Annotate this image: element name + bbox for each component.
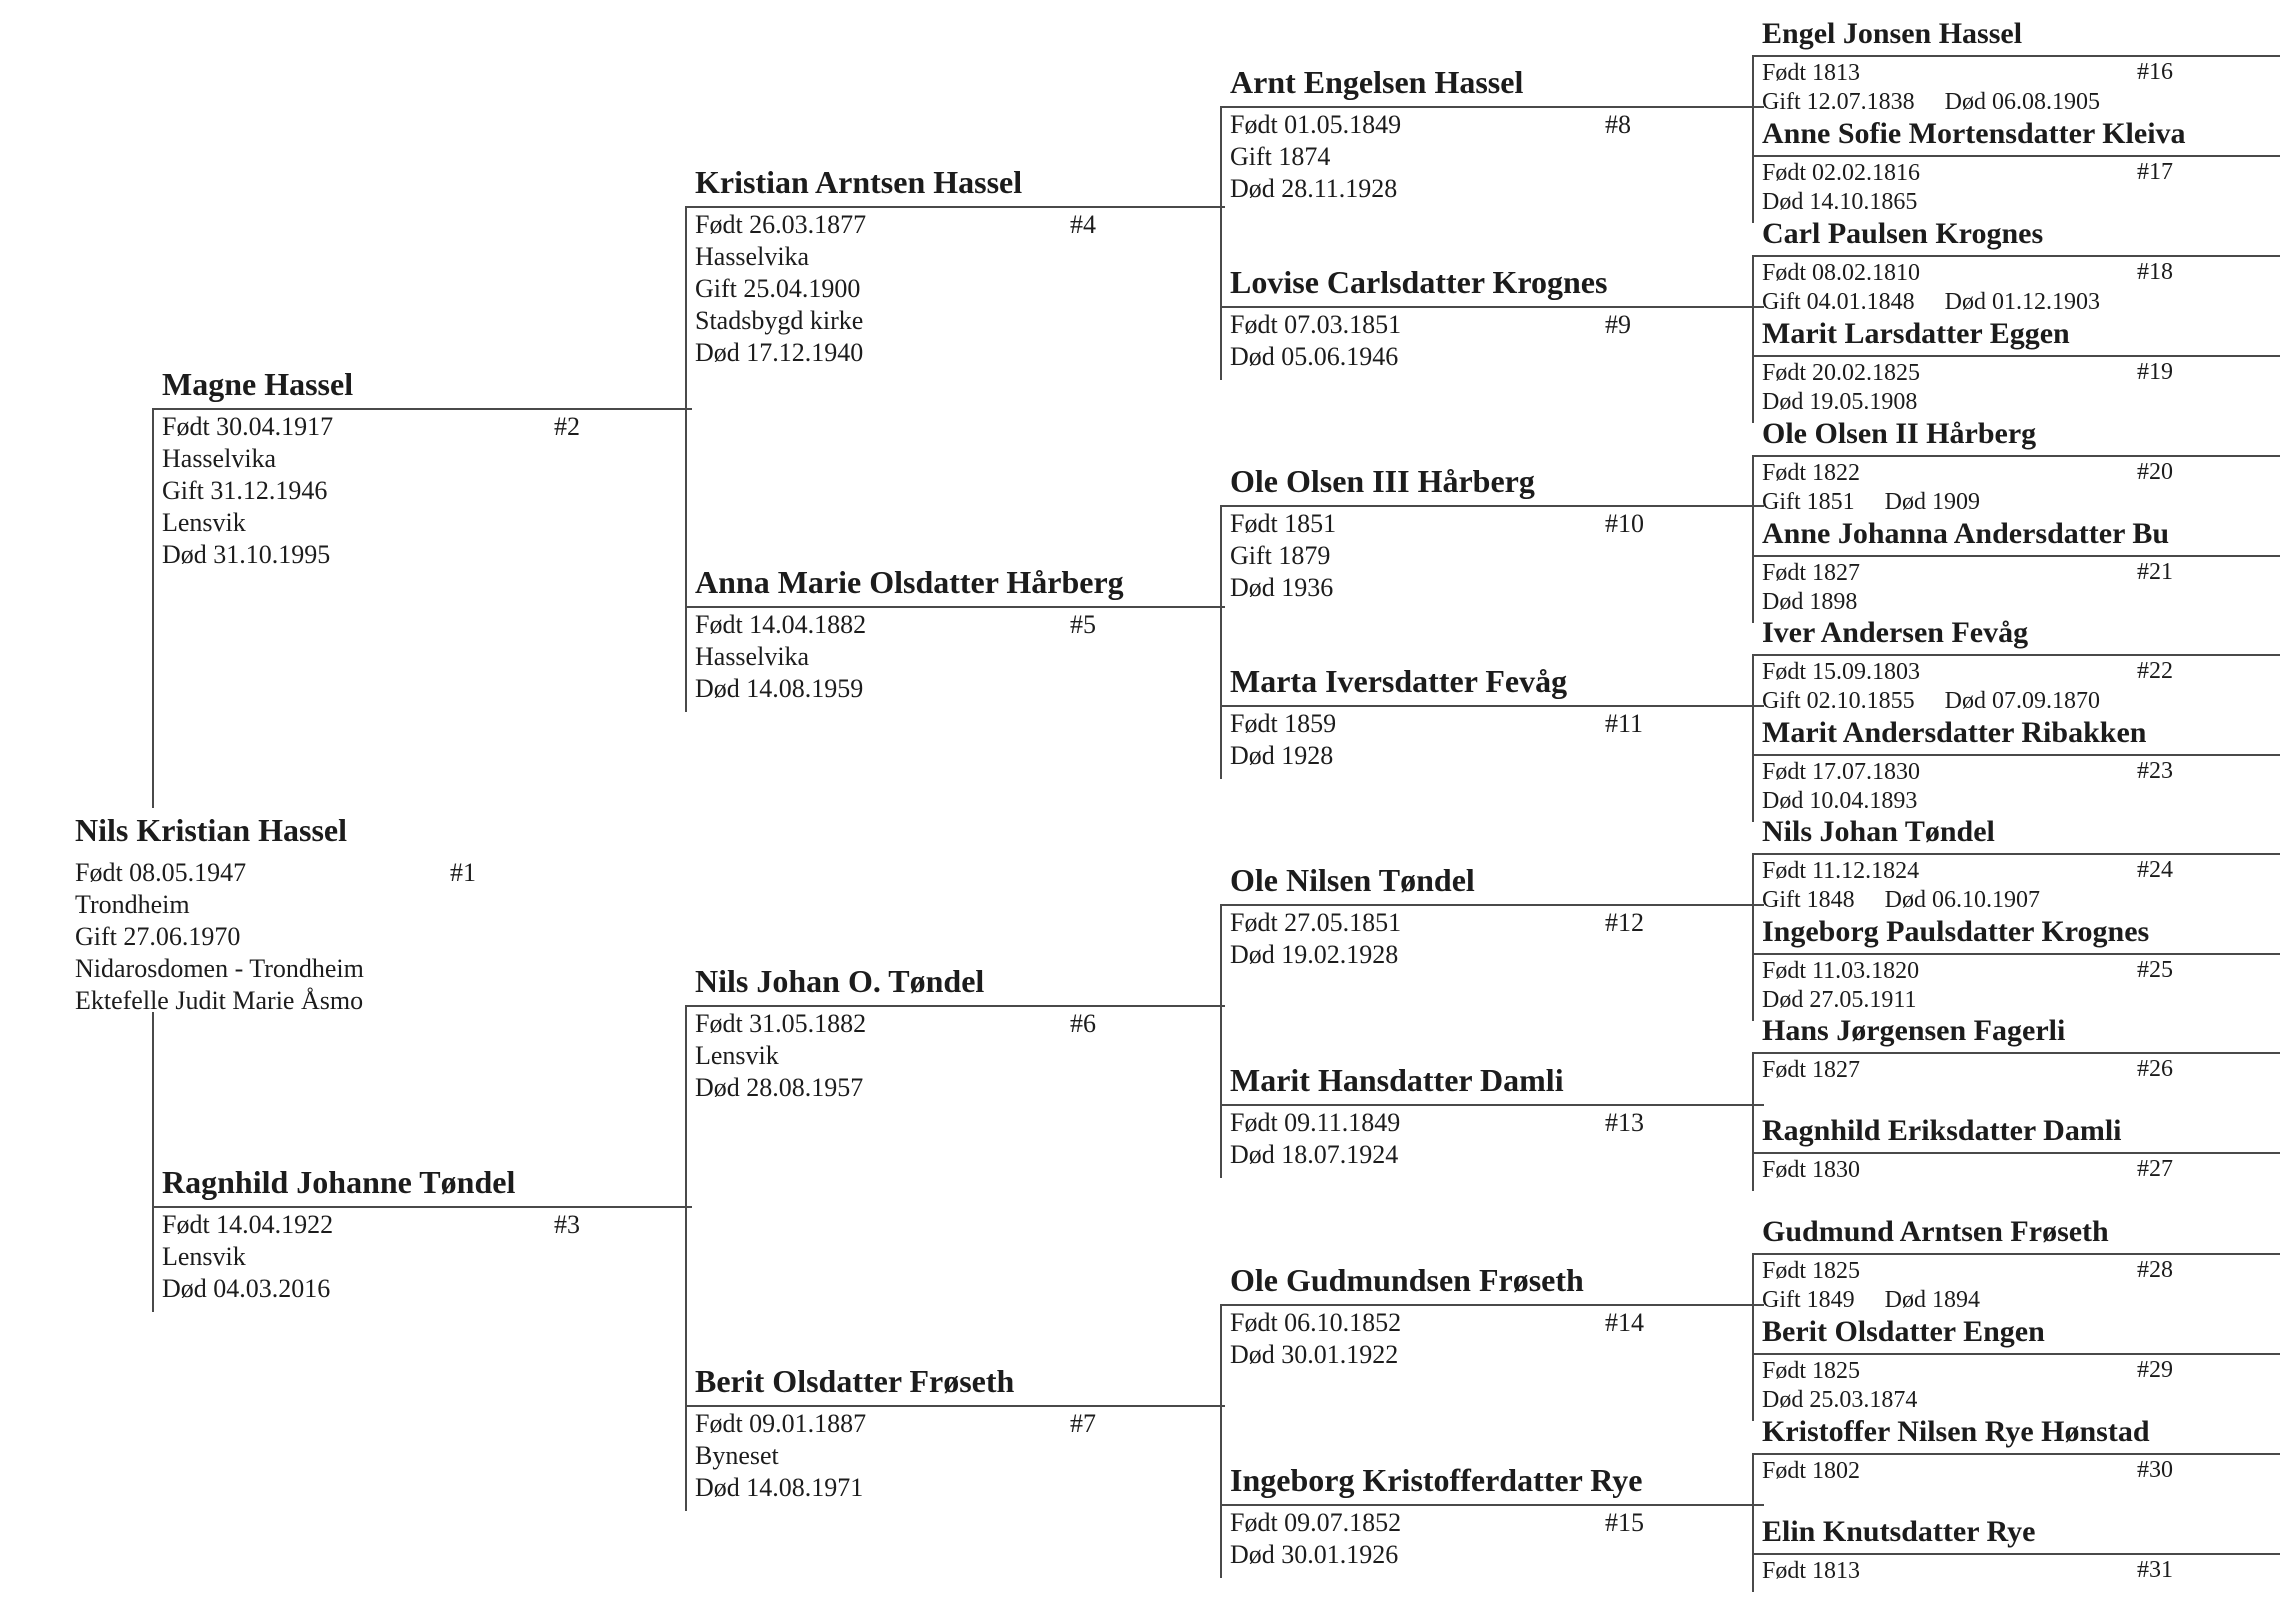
connector-line	[1220, 106, 1222, 306]
detail-line: Hasselvika	[695, 642, 810, 671]
connector-line	[1752, 654, 1754, 754]
connector-line	[152, 1012, 154, 1206]
detail-line: Født 08.02.1810	[1762, 260, 1921, 286]
detail-line: Gift 1874	[1230, 142, 1331, 171]
person-number: #27	[2137, 1156, 2173, 1182]
detail-line: Født 1830	[1762, 1157, 1861, 1183]
detail-line: Født 1827	[1762, 560, 1861, 586]
detail-line: Født 01.05.1849	[1230, 110, 1402, 139]
entry-bracket	[152, 1206, 154, 1312]
person-name: Lovise Carlsdatter Krognes	[1230, 264, 1608, 300]
entry-rule	[1752, 1453, 2280, 1455]
detail-line: Født 31.05.1882	[695, 1009, 867, 1038]
connector-line	[685, 206, 687, 606]
person-number: #5	[1070, 610, 1096, 639]
person-number: #12	[1605, 908, 1644, 937]
entry-bracket	[1220, 1504, 1222, 1578]
person-number: #22	[2137, 658, 2173, 684]
person-number: #23	[2137, 758, 2173, 784]
person-name: Marit Hansdatter Damli	[1230, 1062, 1564, 1098]
detail-line: Født 15.09.1803	[1762, 659, 1921, 685]
detail-line: Født 11.12.1824	[1762, 858, 1920, 884]
detail-line: Stadsbygd kirke	[695, 306, 864, 335]
detail-line: Gift 1879	[1230, 541, 1331, 570]
person-number: #8	[1605, 110, 1631, 139]
person-number: #21	[2137, 559, 2173, 585]
entry-rule	[1220, 1504, 1764, 1506]
detail-line: Født 1822	[1762, 460, 1861, 486]
person-name: Ole Olsen III Hårberg	[1230, 463, 1535, 499]
detail-line: Hasselvika	[695, 242, 810, 271]
detail-line: Død 18.07.1924	[1230, 1140, 1399, 1169]
detail-line: Død 14.10.1865	[1762, 189, 1918, 215]
person-name: Nils Kristian Hassel	[75, 812, 348, 848]
person-name: Ole Nilsen Tøndel	[1230, 862, 1475, 898]
entry-bracket	[685, 606, 687, 712]
entry-rule	[1220, 505, 1764, 507]
detail-line: Født 17.07.1830	[1762, 759, 1921, 785]
detail-line: Hasselvika	[162, 444, 277, 473]
entry-rule	[1752, 155, 2280, 157]
detail-line: Født 06.10.1852	[1230, 1308, 1402, 1337]
detail-line: Gift 1851 Død 1909	[1762, 489, 1980, 515]
detail-line: Død 14.08.1959	[695, 674, 864, 703]
detail-line: Ektefelle Judit Marie Åsmo	[75, 986, 364, 1015]
person-number: #4	[1070, 210, 1096, 239]
person-number: #26	[2137, 1056, 2173, 1082]
detail-line: Trondheim	[75, 890, 190, 919]
person-number: #10	[1605, 509, 1644, 538]
entry-rule	[1220, 1304, 1764, 1306]
entry-rule	[1752, 455, 2280, 457]
person-number: #17	[2137, 159, 2173, 185]
entry-rule	[152, 1206, 692, 1208]
detail-line: Født 26.03.1877	[695, 210, 867, 239]
entry-rule	[685, 606, 1225, 608]
entry-rule	[1752, 1052, 2280, 1054]
detail-line: Født 1825	[1762, 1358, 1861, 1384]
person-number: #18	[2137, 259, 2173, 285]
connector-line	[685, 1005, 687, 1405]
detail-line: Født 09.07.1852	[1230, 1508, 1402, 1537]
person-name: Ragnhild Johanne Tøndel	[162, 1164, 516, 1200]
entry-bracket	[1752, 754, 1754, 822]
entry-rule	[1220, 306, 1764, 308]
detail-line: Født 1859	[1230, 709, 1337, 738]
person-name: Marit Larsdatter Eggen	[1762, 317, 2070, 350]
detail-line: Byneset	[695, 1441, 779, 1470]
person-name: Elin Knutsdatter Rye	[1762, 1515, 2036, 1548]
entry-rule	[1752, 1553, 2280, 1555]
detail-line: Gift 25.04.1900	[695, 274, 861, 303]
connector-line	[152, 408, 154, 808]
detail-line: Gift 1849 Død 1894	[1762, 1287, 1980, 1313]
person-number: #16	[2137, 59, 2173, 85]
detail-line: Gift 1848 Død 06.10.1907	[1762, 887, 2040, 913]
person-number: #28	[2137, 1257, 2173, 1283]
entry-rule	[152, 408, 692, 410]
entry-rule	[1752, 754, 2280, 756]
connector-line	[1220, 904, 1222, 1104]
person-name: Ingeborg Paulsdatter Krognes	[1762, 915, 2150, 948]
person-name: Anna Marie Olsdatter Hårberg	[695, 564, 1124, 600]
entry-bracket	[1752, 1152, 1754, 1191]
person-name: Berit Olsdatter Engen	[1762, 1315, 2045, 1348]
person-name: Marit Andersdatter Ribakken	[1762, 716, 2147, 749]
person-number: #1	[450, 858, 476, 887]
detail-line: Død 28.11.1928	[1230, 174, 1398, 203]
detail-line: Født 07.03.1851	[1230, 310, 1402, 339]
entry-rule	[685, 1005, 1225, 1007]
person-number: #30	[2137, 1457, 2173, 1483]
detail-line: Lensvik	[695, 1041, 779, 1070]
detail-line: Født 02.02.1816	[1762, 160, 1921, 186]
detail-line: Født 11.03.1820	[1762, 958, 1920, 984]
entry-rule	[1752, 1253, 2280, 1255]
detail-line: Gift 31.12.1946	[162, 476, 328, 505]
entry-bracket	[1752, 555, 1754, 623]
entry-rule	[685, 1405, 1225, 1407]
detail-line: Født 20.02.1825	[1762, 360, 1921, 386]
person-number: #25	[2137, 957, 2173, 983]
connector-line	[1220, 1304, 1222, 1504]
entry-rule	[1752, 255, 2280, 257]
detail-line: Født 1851	[1230, 509, 1337, 538]
person-name: Engel Jonsen Hassel	[1762, 17, 2023, 50]
entry-rule	[1752, 953, 2280, 955]
entry-rule	[1220, 106, 1764, 108]
person-number: #6	[1070, 1009, 1096, 1038]
entry-bracket	[1752, 1553, 1754, 1592]
person-number: #13	[1605, 1108, 1644, 1137]
detail-line: Født 1813	[1762, 1558, 1861, 1584]
person-number: #19	[2137, 359, 2173, 385]
person-name: Ole Olsen II Hårberg	[1762, 417, 2037, 450]
person-name: Anne Johanna Andersdatter Bu	[1762, 517, 2170, 550]
person-name: Nils Johan Tøndel	[1762, 815, 1995, 848]
detail-line: Født 09.11.1849	[1230, 1108, 1401, 1137]
person-number: #3	[554, 1210, 580, 1239]
person-number: #24	[2137, 857, 2173, 883]
person-number: #31	[2137, 1557, 2173, 1583]
person-name: Gudmund Arntsen Frøseth	[1762, 1215, 2109, 1248]
entry-rule	[1752, 355, 2280, 357]
entry-bracket	[1752, 1353, 1754, 1421]
detail-line: Født 1827	[1762, 1057, 1861, 1083]
connector-line	[1752, 1052, 1754, 1152]
person-number: #14	[1605, 1308, 1644, 1337]
entry-bracket	[1752, 155, 1754, 223]
entry-rule	[1752, 853, 2280, 855]
entry-rule	[1752, 55, 2280, 57]
person-name: Berit Olsdatter Frøseth	[695, 1363, 1015, 1399]
connector-line	[1752, 455, 1754, 555]
detail-line: Født 14.04.1922	[162, 1210, 334, 1239]
detail-line: Født 27.05.1851	[1230, 908, 1402, 937]
entry-rule	[1220, 904, 1764, 906]
connector-line	[1752, 55, 1754, 155]
connector-line	[1752, 1253, 1754, 1353]
entry-bracket	[1220, 1104, 1222, 1178]
detail-line: Født 1813	[1762, 60, 1861, 86]
person-name: Ingeborg Kristofferdatter Rye	[1230, 1462, 1643, 1498]
detail-line: Født 1802	[1762, 1458, 1861, 1484]
detail-line: Død 14.08.1971	[695, 1473, 864, 1502]
detail-line: Lensvik	[162, 508, 246, 537]
person-number: #2	[554, 412, 580, 441]
person-number: #9	[1605, 310, 1631, 339]
detail-line: Død 25.03.1874	[1762, 1387, 1918, 1413]
detail-line: Lensvik	[162, 1242, 246, 1271]
detail-line: Gift 02.10.1855 Død 07.09.1870	[1762, 688, 2100, 714]
entry-bracket	[1752, 953, 1754, 1021]
person-name: Ragnhild Eriksdatter Damli	[1762, 1114, 2122, 1147]
entry-rule	[1752, 1353, 2280, 1355]
person-name: Marta Iversdatter Fevåg	[1230, 663, 1568, 699]
detail-line: Født 1825	[1762, 1258, 1861, 1284]
connector-line	[1752, 1453, 1754, 1553]
detail-line: Død 1928	[1230, 741, 1334, 770]
detail-line: Død 05.06.1946	[1230, 342, 1399, 371]
detail-line: Død 28.08.1957	[695, 1073, 864, 1102]
entry-rule	[685, 206, 1225, 208]
detail-line: Gift 27.06.1970	[75, 922, 241, 951]
detail-line: Død 1898	[1762, 589, 1858, 615]
detail-line: Død 30.01.1922	[1230, 1340, 1399, 1369]
person-name: Iver Andersen Fevåg	[1762, 616, 2029, 649]
person-name: Arnt Engelsen Hassel	[1230, 64, 1524, 100]
person-number: #11	[1605, 709, 1644, 738]
detail-line: Nidarosdomen - Trondheim	[75, 954, 364, 983]
entry-bracket	[1220, 705, 1222, 779]
connector-line	[1220, 505, 1222, 705]
entry-rule	[1220, 1104, 1764, 1106]
detail-line: Død 31.10.1995	[162, 540, 331, 569]
person-name: Kristoffer Nilsen Rye Hønstad	[1762, 1415, 2150, 1448]
entry-bracket	[685, 1405, 687, 1511]
person-number: #29	[2137, 1357, 2173, 1383]
person-number: #7	[1070, 1409, 1096, 1438]
detail-line: Født 14.04.1882	[695, 610, 867, 639]
person-name: Anne Sofie Mortensdatter Kleiva	[1762, 117, 2186, 150]
entry-rule	[1220, 705, 1764, 707]
detail-line: Død 19.05.1908	[1762, 389, 1918, 415]
person-name: Magne Hassel	[162, 366, 354, 402]
person-name: Ole Gudmundsen Frøseth	[1230, 1262, 1584, 1298]
entry-bracket	[1220, 306, 1222, 380]
detail-line: Død 1936	[1230, 573, 1334, 602]
connector-line	[1752, 853, 1754, 953]
person-name: Kristian Arntsen Hassel	[695, 164, 1023, 200]
person-number: #15	[1605, 1508, 1644, 1537]
person-name: Carl Paulsen Krognes	[1762, 217, 2044, 250]
detail-line: Død 04.03.2016	[162, 1274, 331, 1303]
detail-line: Død 10.04.1893	[1762, 788, 1918, 814]
entry-rule	[1752, 555, 2280, 557]
entry-bracket	[1752, 355, 1754, 423]
detail-line: Død 17.12.1940	[695, 338, 864, 367]
detail-line: Gift 12.07.1838 Død 06.08.1905	[1762, 89, 2100, 115]
detail-line: Død 19.02.1928	[1230, 940, 1399, 969]
person-number: #20	[2137, 459, 2173, 485]
person-name: Hans Jørgensen Fagerli	[1762, 1014, 2066, 1047]
entry-rule	[1752, 1152, 2280, 1154]
connector-line	[1752, 255, 1754, 355]
person-name: Nils Johan O. Tøndel	[695, 963, 985, 999]
detail-line: Død 27.05.1911	[1762, 987, 1917, 1013]
entry-rule	[1752, 654, 2280, 656]
detail-line: Død 30.01.1926	[1230, 1540, 1399, 1569]
detail-line: Født 09.01.1887	[695, 1409, 867, 1438]
detail-line: Født 08.05.1947	[75, 858, 247, 887]
detail-line: Gift 04.01.1848 Død 01.12.1903	[1762, 289, 2100, 315]
detail-line: Født 30.04.1917	[162, 412, 334, 441]
